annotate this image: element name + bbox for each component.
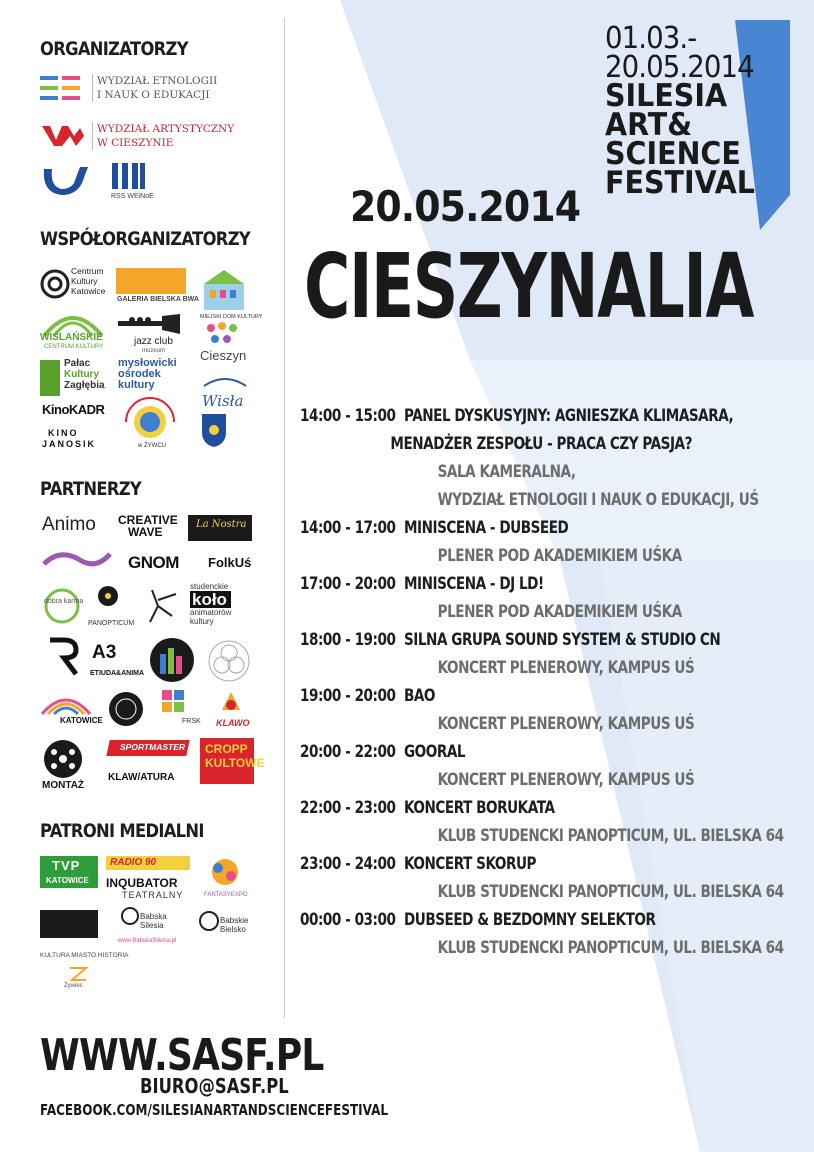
r-logo-icon (42, 636, 80, 678)
schedule-title: PANEL DYSKUSYJNY: AGNIESZKA KLIMASARA, (403, 406, 734, 426)
cieszyn-label: Cieszyn (200, 348, 247, 363)
folkus-logo: FolkUś (208, 555, 252, 570)
centrum-kultury-icon (40, 268, 70, 300)
schedule-time: 17:00 - 20:00 (300, 574, 396, 594)
creative-wave-logo: CREATIVE WAVE (118, 513, 178, 539)
palac-logo-icon (40, 360, 60, 396)
schedule-time: 18:00 - 19:00 (300, 630, 396, 650)
dobra-karma-icon (40, 584, 84, 628)
portal-logo-icon (40, 910, 98, 938)
animo-logo: Animo (42, 514, 96, 535)
zywiec-label: w ŻYWCU (138, 443, 166, 449)
schedule-place: KLUB STUDENCKI PANOPTICUM, UL. BIELSKA 64 (437, 938, 784, 958)
babskie-bielsko-label: Babskie Bielsko (220, 916, 249, 934)
event-title: CIESZYNALIA (304, 234, 753, 338)
schedule-place: KONCERT PLENEROWY, KAMPUS UŚ (437, 770, 695, 790)
schedule-place: KLUB STUDENCKI PANOPTICUM, UL. BIELSKA 64 (437, 882, 784, 902)
festival-name-festival: FESTIVAL (605, 165, 755, 201)
coat-of-arms-icon (200, 412, 228, 448)
schedule-title: BAO (403, 686, 435, 706)
schedule-time: 00:00 - 03:00 (300, 910, 396, 930)
wislanskie-sub-label: CENTRUM KULTURY (44, 344, 104, 350)
schedule-row (300, 794, 700, 822)
inqubator-label: INQUBATOR (106, 876, 178, 890)
schedule-place: KONCERT PLENEROWY, KAMPUS UŚ (437, 714, 695, 734)
schedule-place: KONCERT PLENEROWY, KAMPUS UŚ (437, 658, 695, 678)
galeria-logo-icon (116, 268, 186, 294)
rss-logo-icon (110, 161, 146, 191)
rss-label: RSS WEiNoE (111, 193, 154, 200)
artystyczny-label: WYDZIAŁ ARTYSTYCZNY W CIESZYNIE (92, 122, 234, 150)
schedule-row (300, 626, 721, 654)
cieszyn-dots-icon (205, 322, 241, 346)
schedule-row (300, 682, 700, 710)
festival-dates-end: 20.05.2014 (605, 50, 754, 85)
klawo-icon (218, 690, 244, 716)
schedule-row (300, 570, 700, 598)
us-logo-icon (42, 163, 90, 199)
schedule-row (300, 738, 700, 766)
schedule-place: KLUB STUDENCKI PANOPTICUM, UL. BIELSKA 64 (437, 826, 784, 846)
radio90-label: RADIO 90 (110, 857, 157, 868)
schedule-place: PLENER POD AKADEMIKIEM UŚKA (437, 546, 682, 566)
schedule-time: 14:00 - 15:00 (300, 406, 396, 426)
schedule-place: SALA KAMERALNA, (437, 462, 576, 482)
fantasy-expo-label: FANTASYEXPO (204, 892, 248, 898)
city-circle-icon (148, 636, 196, 684)
fantasy-expo-icon (200, 856, 250, 890)
montaz-label: MONTAŻ (42, 780, 85, 791)
centrum-kultury-label: Centrum Kultury Katowice (71, 266, 106, 296)
flower-of-life-icon (206, 638, 252, 684)
la-nostra-label: La Nostra (196, 519, 247, 530)
festival-dates-start: 01.03.- (605, 21, 697, 56)
wislanskie-label: WIŚLAŃSKIE (40, 332, 103, 343)
dobra-karma-label: dobra karma (44, 598, 84, 605)
festival-name-silesia: SILESIA (605, 78, 728, 114)
mdk-label: MIEJSKI DOM KULTURY (200, 314, 263, 320)
schedule-time: 20:00 - 22:00 (300, 742, 396, 762)
schedule-title: MINISCENA - DUBSEED (403, 518, 569, 538)
galeria-label: GALERIA BIELSKA BWA (117, 296, 199, 303)
schedule-title: KONCERT SKORUP (403, 854, 537, 874)
round-badge-icon (104, 690, 148, 728)
etnologia-label: WYDZIAŁ ETNOLOGII I NAUK O EDUKACJI (92, 74, 217, 102)
palac-label: Pałac Kultury Zagłębia (64, 358, 105, 391)
frsk-label: FRSK (182, 718, 201, 725)
klawo-label: KLAWO (216, 718, 250, 728)
section-media: PATRONI MEDIALNI (40, 820, 204, 842)
mdk-logo-icon (200, 270, 248, 314)
gnom-logo: GNOM (128, 553, 179, 572)
teatralny-label: TEATRALNY (122, 890, 184, 900)
festival-logo (605, 21, 755, 201)
schedule-time: 19:00 - 20:00 (300, 686, 396, 706)
babska-silesia-label: Babska Silesia (140, 912, 167, 930)
schedule (300, 402, 800, 962)
sportmaster-label: SPORTMASTER (120, 742, 186, 752)
schedule-time: 14:00 - 17:00 (300, 518, 396, 538)
kino-kadr-label: KinoKADR (42, 402, 105, 417)
purple-logo-icon (40, 546, 114, 572)
cropp-label: CROPP KULTOWE (205, 742, 265, 770)
zywiec-media-label: Żywiec (64, 983, 83, 989)
schedule-time: 23:00 - 24:00 (300, 854, 396, 874)
klawiatura-label: KLAW/ATURA (108, 772, 175, 783)
column-divider (284, 18, 285, 1018)
facebook-link[interactable]: FACEBOOK.COM/SILESIANARTANDSCIENCEFESTIVAL (40, 1101, 389, 1119)
tvp-sub-label: KATOWICE (46, 876, 89, 885)
event-date: 20.05.2014 (350, 182, 581, 231)
schedule-title: SILNA GRUPA SOUND SYSTEM & STUDIO CN (403, 630, 721, 650)
etnologia-logo-icon (40, 74, 84, 104)
wisla-label: Wisła (202, 392, 244, 410)
schedule-row (300, 850, 700, 878)
section-partners: PARTNERZY (40, 478, 142, 500)
kultura-label: KULTURA MIASTO HISTORIA (40, 952, 129, 959)
kino-janosik-label: KINO JANOSIK (42, 428, 97, 449)
film-reel-icon (40, 738, 86, 780)
schedule-title-cont: MENADŻER ZESPOŁU - PRACA CZY PASJA? (390, 434, 693, 454)
schedule-time: 22:00 - 23:00 (300, 798, 396, 818)
kolo-logo: studenckie koło animatorów kultury (190, 582, 232, 626)
schedule-title: MINISCENA - DJ LD! (403, 574, 544, 594)
myslowicki-label: mysłowicki ośrodek kultury (118, 357, 177, 391)
rainbow-icon (38, 690, 94, 716)
email-link[interactable]: BIURO@SASF.PL (140, 1074, 289, 1098)
babska-silesia-icon (120, 906, 140, 926)
jazz-club-sub-label: muzeum (142, 348, 166, 354)
tvp-label: TVP (52, 858, 81, 873)
festival-name-art: ART& (605, 107, 693, 143)
section-organizers: ORGANIZATORZY (40, 38, 188, 60)
dancer-icon (142, 586, 182, 624)
schedule-place: PLENER POD AKADEMIKIEM UŚKA (437, 602, 682, 622)
schedule-row (300, 402, 734, 430)
schedule-row (300, 514, 700, 542)
panopticum-icon (96, 584, 120, 612)
panopticum-label: PANOPTICUM (88, 620, 135, 627)
frsk-blocks-icon (162, 690, 184, 714)
babskie-bielsko-icon (198, 910, 220, 932)
schedule-title: KONCERT BORUKATA (403, 798, 555, 818)
festival-name-science: SCIENCE (605, 136, 741, 172)
schedule-row (300, 906, 700, 934)
babska-url-label: www.BabskaSilesia.pl (118, 938, 177, 944)
section-co-organizers: WSPÓŁORGANIZATORZY (40, 228, 251, 250)
schedule-title: DUBSEED & BEZDOMNY SELEKTOR (403, 910, 656, 930)
trumpet-icon (118, 314, 182, 334)
etiuda-label: ETIUDA&ANIMA (90, 670, 145, 677)
schedule-place: WYDZIAŁ ETNOLOGII I NAUK O EDUKACJI, UŚ (437, 490, 759, 510)
katowice-label: KATOWICE (60, 716, 103, 725)
etiuda-mark-icon: A3 (92, 642, 117, 663)
website-link[interactable]: WWW.SASF.PL (40, 1030, 324, 1081)
jazz-club-label: jazz club (134, 336, 173, 347)
artystyczny-logo-icon (42, 122, 84, 148)
schedule-title: GOORAL (403, 742, 466, 762)
